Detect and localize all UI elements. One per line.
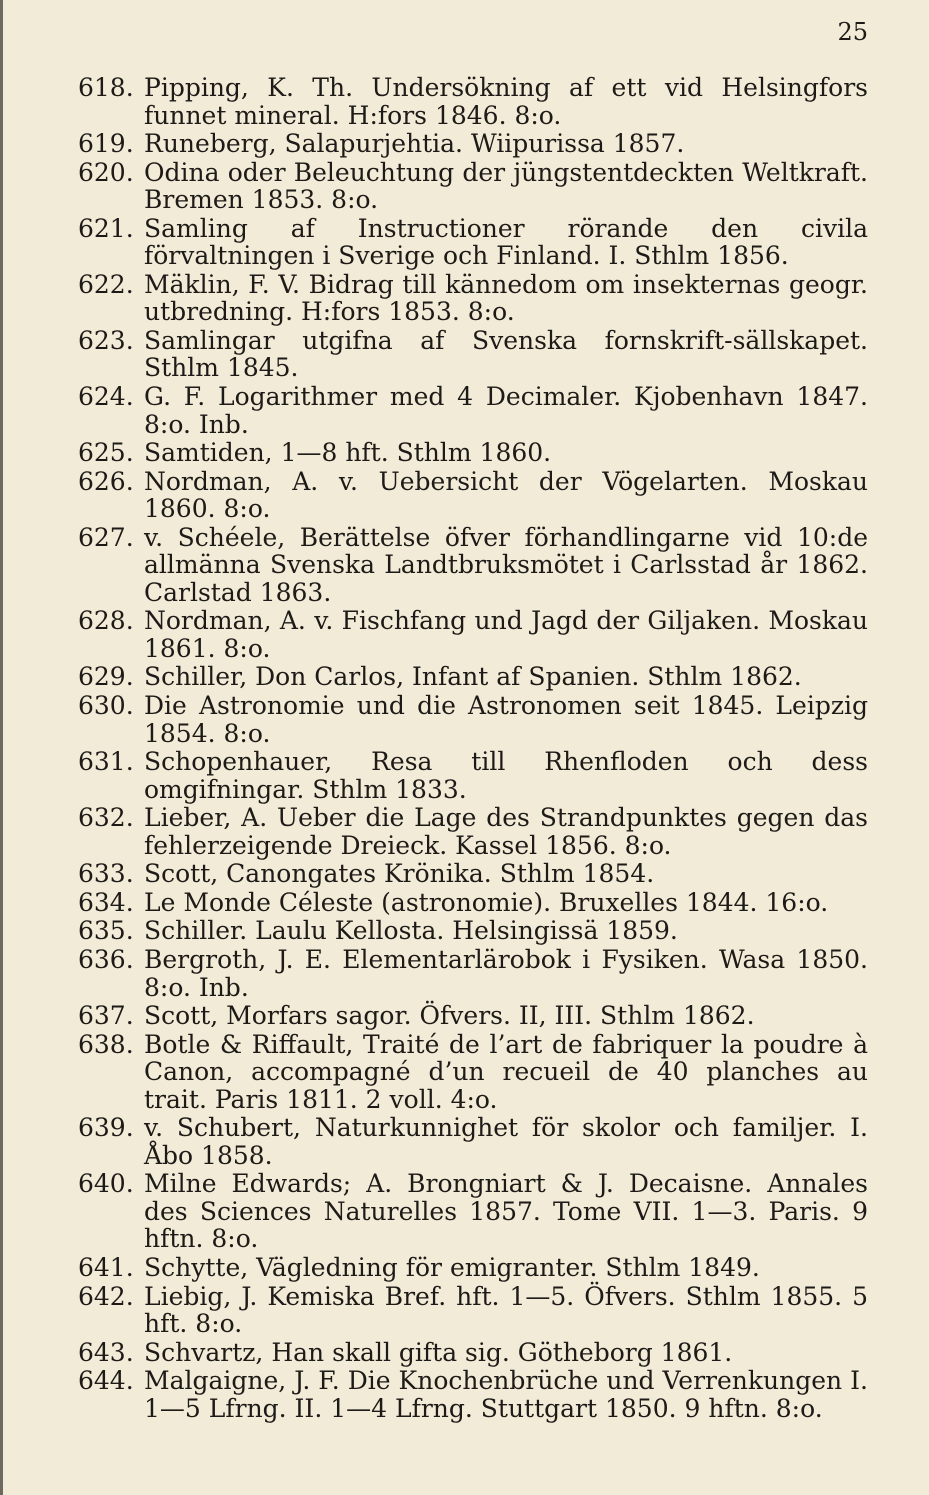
entry-number: 636. [78, 944, 134, 974]
catalog-entry [78, 1283, 868, 1338]
catalog-entry [78, 748, 868, 803]
entry-number: 638. [78, 1029, 134, 1059]
entry-text: Samling af Instructioner rörande den civila förvaltningen i Sverige och Finland. I. Sthlm 1856. [144, 213, 868, 271]
entry-number: 637. [78, 1001, 134, 1031]
catalog-entry [78, 1031, 868, 1114]
catalog-entry [78, 1114, 868, 1169]
entry-number: 626. [78, 466, 134, 496]
entry-text: G. F. Logarithmer med 4 Decimaler. Kjobenhavn 1847. 8:o. Inb. [144, 382, 868, 439]
entry-number: 627. [78, 522, 134, 552]
entry-text: Schytte, Vägledning för emigranter. Sthlm 1849. [144, 1252, 760, 1282]
entry-text: Milne Edwards; A. Brongniart & J. Decaisne. Annales des Sciences Naturelles 1857. Tome VII. 1—3. Paris. 9 hftn. 8:o. [144, 1169, 868, 1254]
catalog-entry [78, 1170, 868, 1253]
entry-text: Samlingar utgifna af Svenska fornskrift-sällskapet. Sthlm 1845. [144, 325, 868, 383]
entry-number: 618. [78, 73, 134, 102]
entry-text: Nordman, A. v. Fischfang und Jagd der Giljaken. Moskau 1861. 8:o. [144, 606, 868, 663]
catalog-entry [78, 692, 868, 747]
catalog-entry [78, 271, 868, 326]
entry-text: Schiller. Laulu Kellosta. Helsingissä 1859. [144, 916, 678, 946]
entry-text: Liebig, J. Kemiska Bref. hft. 1—5. Öfvers. Sthlm 1855. 5 hft. 8:o. [144, 1281, 868, 1339]
catalog-entry [78, 1254, 868, 1282]
catalog-entry [78, 804, 868, 859]
entry-number: 643. [78, 1337, 134, 1367]
entry-number: 620. [78, 157, 134, 187]
entry-number: 633. [78, 859, 134, 889]
entry-number: 625. [78, 438, 134, 468]
catalog-entry [78, 860, 868, 888]
entry-number: 639. [78, 1113, 134, 1143]
catalog-entry [78, 1002, 868, 1030]
entry-text: Nordman, A. v. Uebersicht der Vögelarten. Moskau 1860. 8:o. [144, 466, 868, 524]
entry-number: 632. [78, 803, 134, 833]
entry-number: 629. [78, 662, 134, 692]
catalog-entry [78, 889, 868, 917]
entry-text: Schopenhauer, Resa till Rhenfloden och dess omgifningar. Sthlm 1833. [144, 747, 868, 804]
entry-text: Die Astronomie und die Astronomen seit 1845. Leipzig 1854. 8:o. [144, 691, 868, 748]
entry-number: 621. [78, 213, 134, 243]
catalog-entry [78, 917, 868, 945]
catalog-entry [78, 74, 868, 129]
catalog-entry [78, 607, 868, 662]
entry-text: Lieber, A. Ueber die Lage des Strandpunktes gegen das fehlerzeigende Dreieck. Kassel 1856. 8:o. [144, 803, 868, 860]
entry-text: Odina oder Beleuchtung der jüngstentdeckten Weltkraft. Bremen 1853. 8:o. [144, 157, 868, 215]
catalog-entries [78, 74, 868, 1423]
entry-text: Schiller, Don Carlos, Infant af Spanien. Sthlm 1862. [144, 662, 802, 692]
page-edge-shadow [0, 0, 3, 1495]
entry-text: Pipping, K. Th. Undersökning af ett vid Helsingfors funnet mineral. H:fors 1846. 8:o. [144, 73, 868, 130]
entry-text: Le Monde Céleste (astronomie). Bruxelles 1844. 16:o. [144, 887, 829, 917]
catalog-entry [78, 130, 868, 158]
catalog-entry [78, 524, 868, 607]
entry-number: 640. [78, 1169, 134, 1199]
entry-text: Scott, Canongates Krönika. Sthlm 1854. [144, 859, 655, 889]
entry-number: 634. [78, 887, 134, 917]
entry-number: 630. [78, 691, 134, 721]
catalog-entry [78, 946, 868, 1001]
entry-number: 619. [78, 129, 134, 159]
catalog-entry [78, 215, 868, 270]
entry-text: Botle & Riffault, Traité de l’art de fabriquer la poudre à Canon, accompagné d’un recueil de 40 planches au trait. Paris 1811. 2 voll. 4:o. [144, 1029, 868, 1114]
catalog-entry [78, 439, 868, 467]
entry-number: 623. [78, 325, 134, 355]
entry-number: 631. [78, 747, 134, 777]
catalog-entry [78, 663, 868, 691]
catalog-entry [78, 1339, 868, 1367]
entry-number: 642. [78, 1281, 134, 1311]
catalog-entry [78, 468, 868, 523]
catalog-entry [78, 383, 868, 438]
entry-number: 628. [78, 606, 134, 636]
entry-text: Mäklin, F. V. Bidrag till kännedom om insekternas geogr. utbredning. H:fors 1853. 8:o. [144, 269, 868, 327]
entry-number: 644. [78, 1366, 134, 1396]
catalog-entry [78, 1367, 868, 1422]
entry-text: v. Schubert, Naturkunnighet för skolor och familjer. I. Åbo 1858. [144, 1113, 868, 1170]
entry-text: Samtiden, 1—8 hft. Sthlm 1860. [144, 438, 552, 468]
entry-number: 635. [78, 916, 134, 946]
catalog-entry [78, 327, 868, 382]
page-number: 25 [837, 18, 868, 46]
entry-text: Malgaigne, J. F. Die Knochenbrüche und Verrenkungen I. 1—5 Lfrng. II. 1—4 Lfrng. Stuttgart 1850. 9 hftn. 8:o. [144, 1366, 868, 1423]
entry-text: Scott, Morfars sagor. Öfvers. II, III. Sthlm 1862. [144, 1001, 755, 1031]
entry-text: Bergroth, J. E. Elementarlärobok i Fysiken. Wasa 1850. 8:o. Inb. [144, 944, 868, 1002]
entry-text: v. Schéele, Berättelse öfver förhandlingarne vid 10:de allmänna Svenska Landtbruksmötet i Carlsstad år 1862. Carlstad 1863. [144, 522, 868, 607]
entry-number: 624. [78, 382, 134, 412]
entry-number: 622. [78, 269, 134, 299]
catalog-entry [78, 159, 868, 214]
entry-text: Runeberg, Salapurjehtia. Wiipurissa 1857. [144, 129, 685, 159]
entry-text: Schvartz, Han skall gifta sig. Götheborg 1861. [144, 1337, 733, 1367]
entry-number: 641. [78, 1252, 134, 1282]
